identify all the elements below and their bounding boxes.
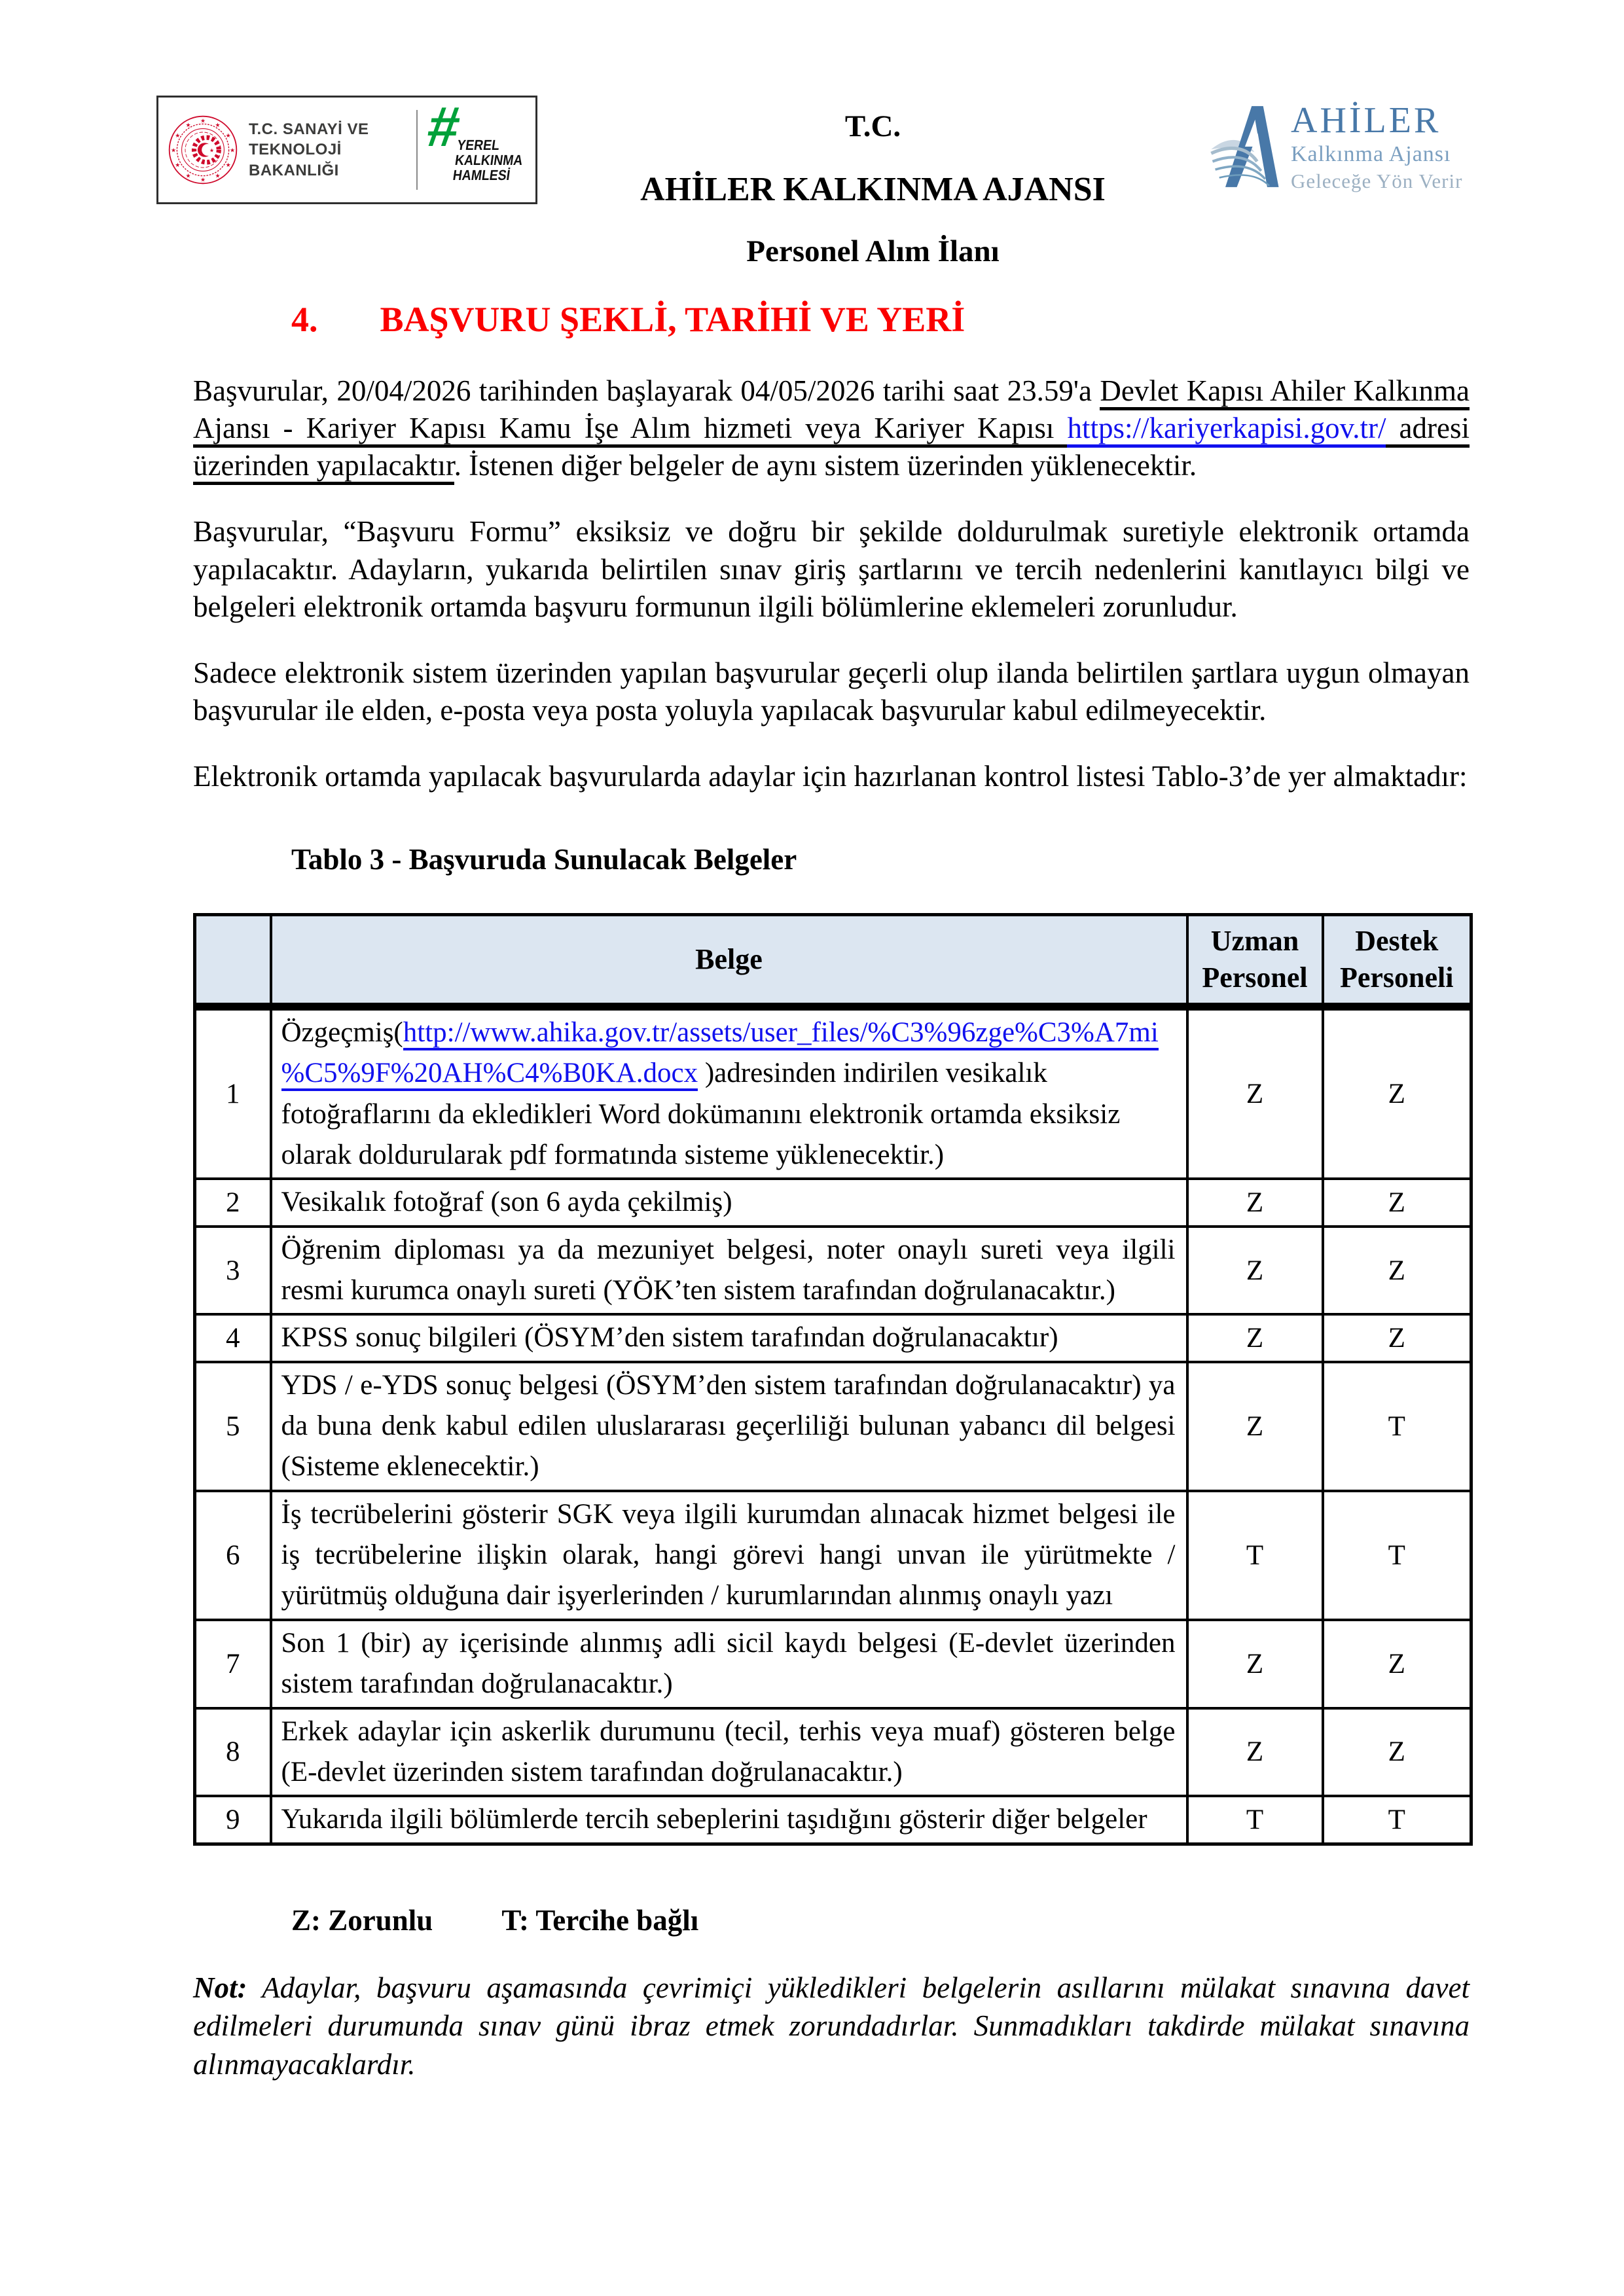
- table-row: [195, 1708, 1471, 1797]
- document-body: [193, 299, 1470, 2083]
- table-title: Tablo 3 - Başvuruda Sunulacak Belgeler: [291, 843, 797, 876]
- p1-underlined-segment-2: adresi üzerinden yapılacaktır: [193, 412, 1470, 485]
- svg-text:★: ★: [209, 147, 215, 154]
- ozgecmis-post: )adresinden indirilen vesikalık fotoğraflarını da ekledikleri Word dokümanını elektronik ortamda eksiksiz olarak doldurularak pdf formatında sisteme yüklenecektir.): [281, 1058, 1121, 1171]
- table-header-row: [195, 915, 1471, 1007]
- svg-text:★: ★: [170, 147, 177, 154]
- belge-cell: KPSS sonuç bilgileri (ÖSYM’den sistem tarafından doğrulanacaktır): [271, 1314, 1187, 1361]
- svg-text:★: ★: [225, 162, 231, 170]
- uzman-cell: Z: [1187, 1007, 1323, 1179]
- row-number-cell: 5: [195, 1362, 271, 1491]
- row-number-cell: 2: [195, 1179, 271, 1226]
- belge-cell: İş tecrübelerini gösterir SGK veya ilgili kurumdan alınacak hizmet belgesi ile iş tecrübelerine ilişkin olarak, hangi görevi hangi unvan ile yürütmekte / yürütmüş olduğuna dair işyerlerinden / kurumlarından alınmış onaylı yazı: [271, 1491, 1187, 1620]
- svg-text:★: ★: [225, 133, 231, 140]
- destek-cell: T: [1323, 1796, 1471, 1844]
- belge-cell: Son 1 (bir) ay içerisinde alınmış adli sicil kaydı belgesi (E-devlet üzerinden sistem tarafından doğrulanacaktır.): [271, 1620, 1187, 1708]
- ahiler-a-icon: [1208, 102, 1286, 190]
- destek-cell: Z: [1323, 1007, 1471, 1179]
- ahiler-logo-title: AHİLER: [1291, 100, 1441, 141]
- uzman-cell: Z: [1187, 1620, 1323, 1708]
- uzman-cell: Z: [1187, 1227, 1323, 1315]
- destek-cell: Z: [1323, 1620, 1471, 1708]
- row-number-cell: 7: [195, 1620, 271, 1708]
- ministry-name: [249, 119, 412, 181]
- belge-cell: [271, 1007, 1187, 1179]
- ministry-name-line1: T.C. SANAYİ VE: [249, 120, 369, 139]
- svg-text:★: ★: [215, 173, 221, 180]
- row-number-cell: 9: [195, 1796, 271, 1844]
- row-number-cell: 4: [195, 1314, 271, 1361]
- belge-cell: YDS / e-YDS sonuç belgesi (ÖSYM’den sistem tarafından doğrulanacaktır) ya da buna denk kabul edilen uluslararası geçerliliği bulunan yabancı dil belgesi (Sisteme eklenecektir.): [271, 1362, 1187, 1491]
- belge-cell: Yukarıda ilgili bölümlerde tercih sebeplerini taşıdığını gösterir diğer belgeler: [271, 1796, 1187, 1844]
- header-empty-cell: [195, 915, 271, 1007]
- hamle-line1: YEREL: [456, 137, 501, 153]
- table-row: [195, 1620, 1471, 1708]
- section-title-text: BAŞVURU ŞEKLİ, TARİHİ VE YERİ: [380, 300, 965, 339]
- svg-text:★: ★: [200, 118, 206, 125]
- ministry-name-line2: TEKNOLOJİ BAKANLIĞI: [249, 141, 342, 179]
- svg-text:★: ★: [185, 173, 191, 180]
- note-label: Not:: [193, 1971, 247, 2004]
- table-row: [195, 1179, 1471, 1226]
- paragraph-2: Başvurular, “Başvuru Formu” eksiksiz ve doğru bir şekilde doldurulmak suretiyle elektronik ortamda yapılacaktır. Adayların, yukarıda belirtilen sınav giriş şartlarını ve tercih nedenlerini kanıtlayıcı bilgi ve belgeleri elektronik ortamda başvuru formunun ilgili bölümlerine eklemeleri zorunludur.: [193, 515, 1470, 623]
- header-uzman-personel: Uzman Personel: [1187, 915, 1323, 1007]
- doc-heading-subtitle: Personel Alım İlanı: [746, 234, 1000, 268]
- ministry-logo: [156, 96, 537, 204]
- destek-cell: Z: [1323, 1179, 1471, 1226]
- svg-text:★: ★: [215, 122, 221, 129]
- note-text: Adaylar, başvuru aşamasında çevrimiçi yükledikleri belgelerin asıllarını mülakat sınavına davet edilmeleri durumunda sınav günü ibraz etmek zorundadırlar. Sunmadıkları takdirde mülakat sınavına alınmayacaklardır.: [193, 1971, 1470, 2081]
- section-number: 4.: [291, 300, 318, 339]
- destek-cell: T: [1323, 1491, 1471, 1620]
- row-number-cell: 1: [195, 1007, 271, 1179]
- svg-text:★: ★: [229, 147, 236, 154]
- table-row: [195, 1796, 1471, 1844]
- note-paragraph: [193, 1969, 1470, 2084]
- ministry-emblem-icon: [168, 115, 238, 185]
- paragraph-3: Sadece elektronik sistem üzerinden yapılan başvurular geçerli olup ilanda belirtilen şartlara uygun olmayan başvurular ile elden, e-posta veya posta yoluyla yapılacak başvurular kabul edilmeyecektir.: [193, 656, 1470, 726]
- table-row: [195, 1362, 1471, 1491]
- header-belge: Belge: [271, 915, 1187, 1007]
- table-row: [195, 1314, 1471, 1361]
- p1-underlined-segment: Devlet Kapısı Ahiler Kalkınma Ajansı - Kariyer Kapısı Kamu İşe Alım hizmeti veya Kariyer Kapısı: [193, 374, 1470, 448]
- section-title: [291, 299, 1470, 340]
- yerel-kalkinma-hamlesi-logo: [424, 96, 526, 196]
- belge-cell: Öğrenim diploması ya da mezuniyet belgesi, noter onaylı sureti veya ilgili resmi kurumca onaylı sureti (YÖK’ten sistem tarafından doğrulanacaktır.): [271, 1227, 1187, 1315]
- table-row: [195, 1227, 1471, 1315]
- hamle-label: [452, 138, 526, 183]
- table-row: [195, 1007, 1471, 1179]
- legend-tercihe-bagli: T: Tercihe bağlı: [501, 1903, 699, 1937]
- uzman-cell: Z: [1187, 1362, 1323, 1491]
- destek-cell: Z: [1323, 1708, 1471, 1797]
- doc-heading-tc: T.C.: [844, 109, 901, 143]
- legend-zorunlu: Z: Zorunlu: [291, 1903, 433, 1937]
- svg-text:★: ★: [185, 122, 191, 129]
- hamle-line2: KALKINMA: [454, 151, 524, 168]
- ahiler-logo-subtitle: Kalkınma Ajansı: [1291, 142, 1451, 166]
- logo-divider: [416, 110, 418, 190]
- table-legend: [291, 1903, 1470, 1937]
- documents-table: [193, 913, 1473, 1845]
- document-heading: [537, 96, 1208, 269]
- table-row: [195, 1491, 1471, 1620]
- row-number-cell: 3: [195, 1227, 271, 1315]
- uzman-cell: T: [1187, 1796, 1323, 1844]
- header-destek-personeli: Destek Personeli: [1323, 915, 1471, 1007]
- ozgecmis-pre: Özgeçmiş(: [281, 1017, 403, 1049]
- belge-cell: Vesikalık fotoğraf (son 6 ayda çekilmiş): [271, 1179, 1187, 1226]
- ahiler-logo: [1208, 96, 1465, 191]
- destek-cell: Z: [1323, 1314, 1471, 1361]
- doc-heading-agency: AHİLER KALKINMA AJANSI: [640, 171, 1106, 208]
- row-number-cell: 8: [195, 1708, 271, 1797]
- ozgecmis-link[interactable]: http://www.ahika.gov.tr/assets/user_files/%C3%96zge%C3%A7mi%C5%9F%20AH%C4%B0KA.docx: [281, 1017, 1159, 1091]
- p1-segment-1: Başvurular, 20/04/2026 tarihinden başlayarak 04/05/2026 tarihi saat 23.59'a: [193, 374, 1100, 407]
- uzman-cell: Z: [1187, 1179, 1323, 1226]
- row-number-cell: 6: [195, 1491, 271, 1620]
- uzman-cell: Z: [1187, 1314, 1323, 1361]
- destek-cell: T: [1323, 1362, 1471, 1491]
- ahiler-logo-tagline: Geleceğe Yön Verir: [1291, 170, 1463, 192]
- uzman-cell: T: [1187, 1491, 1323, 1620]
- destek-cell: Z: [1323, 1227, 1471, 1315]
- ahiler-logo-text: [1291, 102, 1462, 191]
- hashtag-icon: #: [424, 96, 464, 158]
- paragraph-1: [193, 372, 1470, 484]
- uzman-cell: Z: [1187, 1708, 1323, 1797]
- kariyer-kapisi-link[interactable]: https://kariyerkapisi.gov.tr/: [1067, 412, 1386, 448]
- svg-text:★: ★: [175, 133, 181, 140]
- svg-text:★: ★: [175, 162, 181, 170]
- hamle-line3: HAMLESİ: [452, 166, 511, 183]
- page-header: [0, 0, 1624, 269]
- p1-segment-4: . İstenen diğer belgeler de aynı sistem üzerinden yüklenecektir.: [454, 449, 1197, 482]
- svg-text:★: ★: [200, 177, 206, 184]
- belge-cell: Erkek adaylar için askerlik durumunu (tecil, terhis veya muaf) gösteren belge (E-devlet üzerinden sistem tarafından doğrulanacaktır.): [271, 1708, 1187, 1797]
- paragraph-4: Elektronik ortamda yapılacak başvurularda adaylar için hazırlanan kontrol listesi Tablo-3’de yer almaktadır:: [193, 760, 1468, 793]
